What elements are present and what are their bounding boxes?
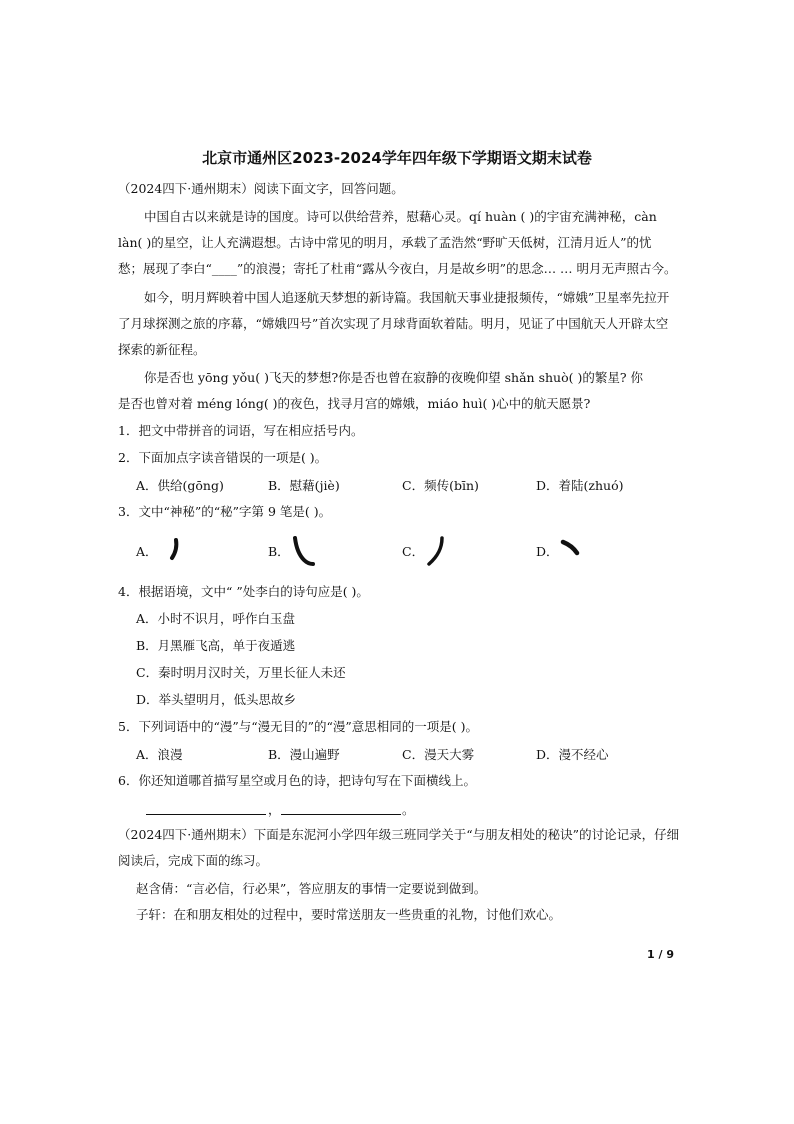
option-a[interactable]: A．小时不识月，呼作白玉盘	[136, 611, 296, 626]
question-2: 2．下面加点字读音错误的一项是( )。	[118, 450, 328, 465]
option-c[interactable]: C．秦时明月汉时关，万里长征人未还	[136, 665, 346, 680]
option-b[interactable]: B．漫山遍野	[268, 747, 340, 762]
page-number: 1 / 9	[647, 948, 674, 961]
option-b[interactable]: B．月黑雁飞高，单于夜遁逃	[136, 638, 296, 653]
passage-line: 你是否也 yōng yǒu( )飞天的梦想?你是否也曾在寂静的夜晚仰望 shǎn shuò( )的繁星? 你	[144, 370, 644, 385]
option-d[interactable]: D．着陆(zhuó)	[536, 478, 624, 493]
stroke-vertical-hook-icon	[164, 536, 184, 564]
section-intro: （2024四下·通州期末）阅读下面文字，回答问题。	[118, 181, 404, 196]
passage-line: 是否也曾对着 méng lóng( )的夜色，找寻月宫的嫦娥，miáo huì( )心中的航天愿景?	[118, 396, 591, 411]
section-intro: （2024四下·通州期末）下面是东泥河小学四年级三班同学关于“与朋友相处的秘诀”的讨论记录，仔细	[118, 827, 680, 842]
passage-line: 了月球探测之旅的序幕，“嫦娥四号”首次实现了月球背面软着陆。明月，见证了中国航天人开辟太空	[118, 316, 669, 331]
stroke-vertical-bend-icon	[290, 536, 318, 568]
option-b[interactable]: B．慰藉(jiè)	[268, 478, 340, 493]
stroke-left-falling-icon	[424, 536, 448, 568]
passage-line: 愁；展现了李白“____”的浪漫；寄托了杜甫“露从今夜白，月是故乡明”的思念… … 明月无声照古今。	[118, 261, 677, 276]
page-title: 北京市通州区2023-2024学年四年级下学期语文期末试卷	[202, 149, 592, 167]
option-d[interactable]: D．漫不经心	[536, 747, 609, 762]
section-intro: 阅读后，完成下面的练习。	[118, 853, 269, 868]
passage-line: 如今，明月辉映着中国人追逐航天梦想的新诗篇。我国航天事业捷报频传，“嫦娥”卫星率先拉开	[144, 290, 670, 305]
stroke-dot-icon	[560, 536, 582, 558]
question-6: 6．你还知道哪首描写星空或月色的诗，把诗句写在下面横线上。	[118, 773, 476, 788]
question-5-options	[136, 745, 696, 763]
passage-line: 探索的新征程。	[118, 342, 206, 357]
passage-line: làn( )的星空，让人充满遐想。古诗中常见的明月，承载了孟浩然“野旷天低树，江清月近人”的忧	[118, 235, 652, 250]
question-5: 5．下列词语中的“漫”与“漫无目的”的“漫”意思相同的一项是( )。	[118, 719, 479, 734]
blank-end: 。	[402, 802, 415, 817]
option-a[interactable]: A．供给(gōng)	[136, 478, 224, 493]
option-label: A．	[136, 544, 158, 559]
blank-separator: ，	[268, 802, 281, 817]
question-4: 4．根据语境，文中“ ”处李白的诗句应是( )。	[118, 584, 369, 599]
option-d[interactable]: D．举头望明月，低头思故乡	[136, 692, 297, 707]
answer-blank-1[interactable]	[146, 800, 266, 818]
question-1: 1．把文中带拼音的词语，写在相应括号内。	[118, 423, 364, 438]
discussion-entry: 赵含倩：“言必信，行必果”，答应朋友的事情一定要说到做到。	[136, 881, 487, 896]
option-c[interactable]: C．频传(bīn)	[402, 478, 479, 493]
passage-line: 中国自古以来就是诗的国度。诗可以供给营养，慰藉心灵。qí huàn ( )的宇宙充满神秘，càn	[144, 209, 657, 224]
option-label: C．	[402, 544, 425, 559]
option-label: D．	[536, 544, 559, 559]
question-3: 3．文中“神秘”的“秘”字第 9 笔是( )。	[118, 504, 332, 519]
discussion-entry: 子轩：在和朋友相处的过程中，要时常送朋友一些贵重的礼物，讨他们欢心。	[136, 907, 562, 922]
question-3-options	[136, 536, 696, 566]
option-a[interactable]: A．浪漫	[136, 747, 183, 762]
option-c[interactable]: C．漫天大雾	[402, 747, 475, 762]
answer-blank-2[interactable]	[250, 800, 401, 818]
option-label: B．	[268, 544, 290, 559]
question-2-options	[136, 476, 696, 494]
